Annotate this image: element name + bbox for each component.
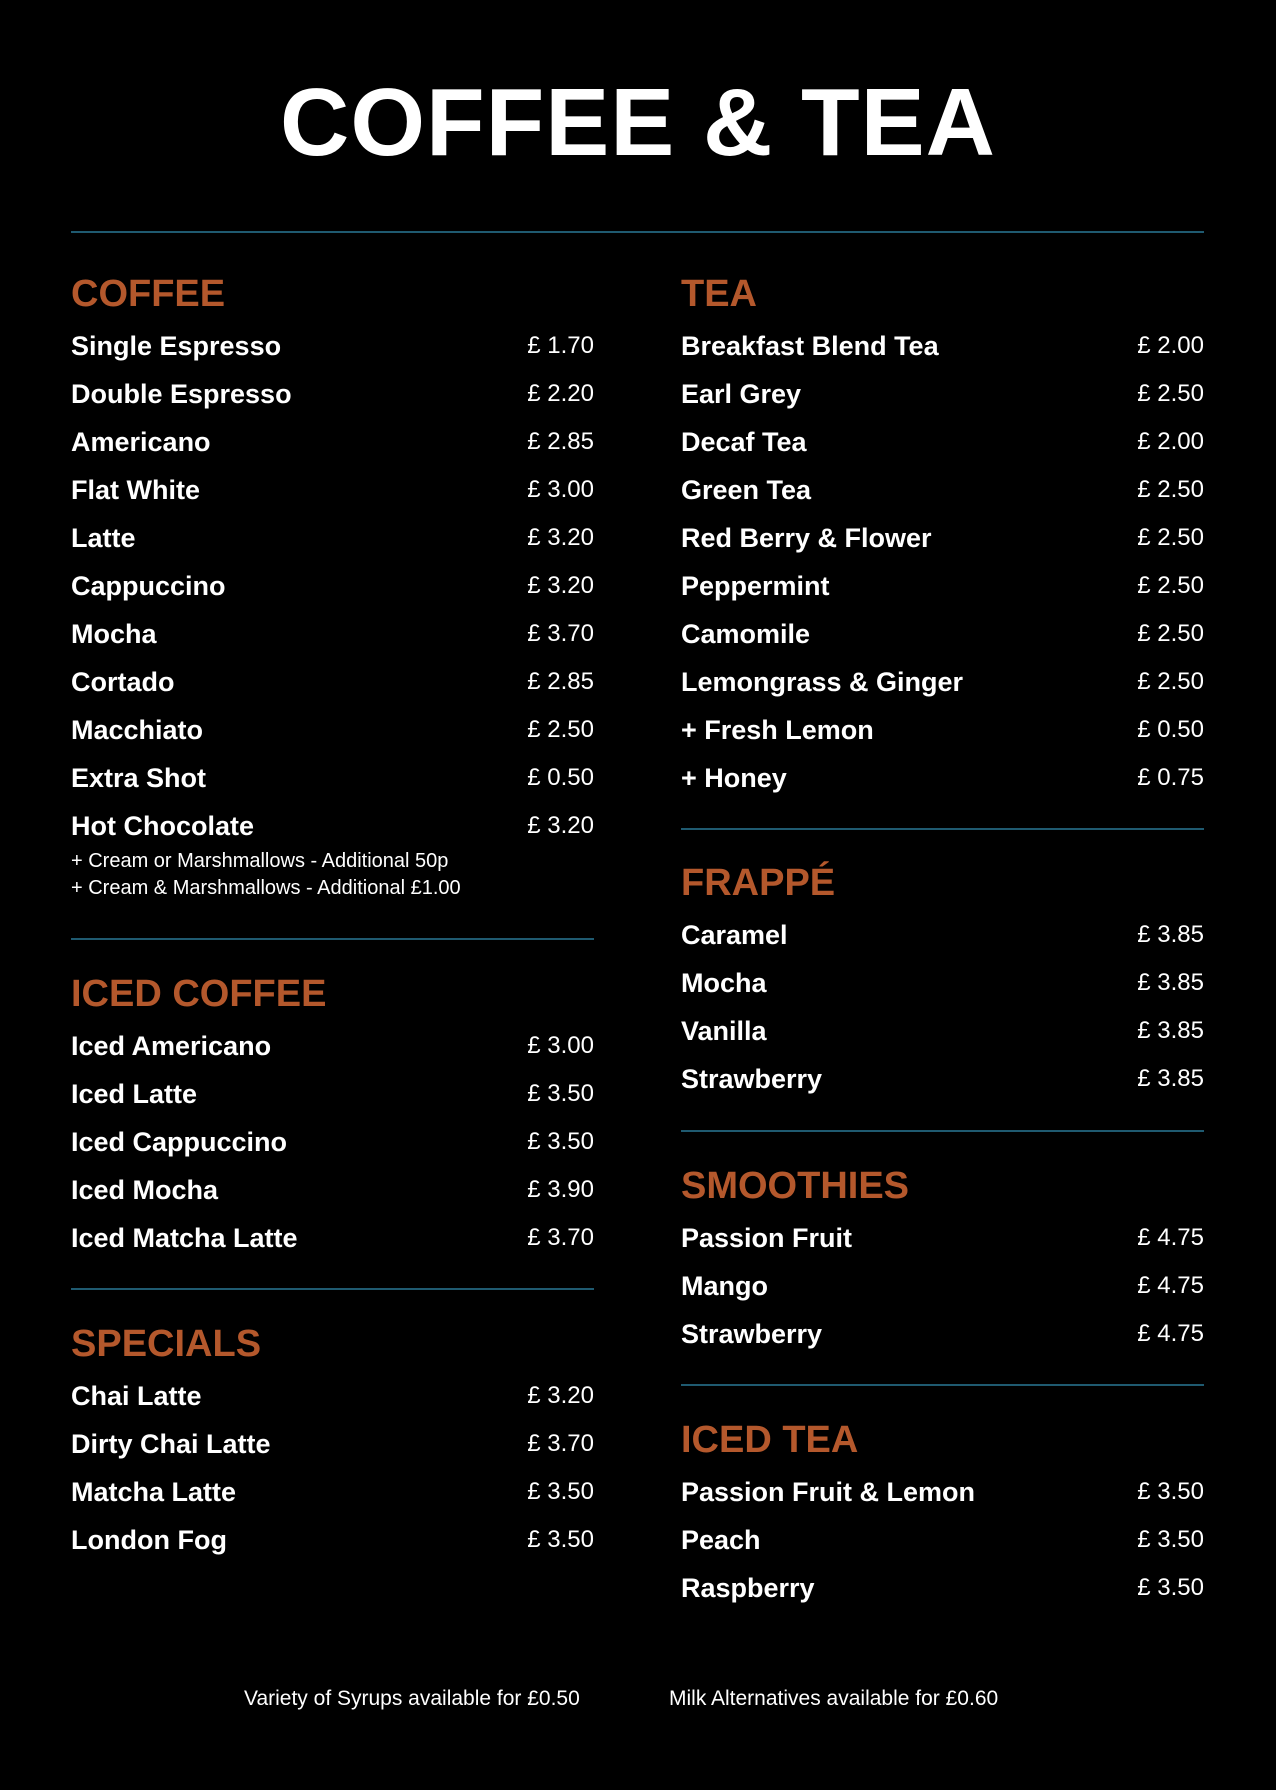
item-price: £ 3.50 [527, 1080, 594, 1107]
section-heading-smoothies: SMOOTHIES [681, 1165, 910, 1207]
item-price: £ 3.90 [527, 1176, 594, 1203]
item-name: Lemongrass & Ginger [681, 667, 964, 697]
section-heading-iced-tea: ICED TEA [681, 1419, 859, 1461]
item-price: £ 3.50 [1137, 1526, 1204, 1553]
item-price: £ 2.50 [1137, 476, 1204, 503]
menu-item [71, 328, 594, 376]
item-name: Breakfast Blend Tea [681, 331, 939, 361]
menu-item [681, 1570, 1204, 1618]
menu-item [681, 1522, 1204, 1570]
item-price: £ 2.50 [1137, 620, 1204, 647]
item-name: Cortado [71, 667, 175, 697]
menu-item [681, 472, 1204, 520]
item-name: Peppermint [681, 571, 830, 601]
menu-item [71, 1378, 594, 1426]
item-price: £ 3.70 [527, 1224, 594, 1251]
item-price: £ 3.85 [1137, 1065, 1204, 1092]
item-price: £ 3.00 [527, 1032, 594, 1059]
menu-item [71, 760, 594, 808]
section-divider [71, 1288, 594, 1290]
menu-item [681, 1268, 1204, 1316]
menu-item [71, 1124, 594, 1172]
item-name: Mocha [681, 968, 767, 998]
item-name: Chai Latte [71, 1381, 202, 1411]
iced-coffee-list [71, 1028, 594, 1268]
specials-list [71, 1378, 594, 1570]
right-column [681, 0, 1204, 1790]
item-price: £ 2.50 [527, 716, 594, 743]
tea-list [681, 328, 1204, 808]
menu-item [71, 1426, 594, 1474]
item-name: Caramel [681, 920, 788, 950]
menu-item [71, 1474, 594, 1522]
item-price: £ 3.00 [527, 476, 594, 503]
item-name: Double Espresso [71, 379, 292, 409]
coffee-note: + Cream & Marshmallows - Additional £1.00 [71, 877, 461, 899]
item-price: £ 2.50 [1137, 572, 1204, 599]
item-name: Matcha Latte [71, 1477, 237, 1507]
item-price: £ 3.50 [1137, 1478, 1204, 1505]
menu-item [71, 520, 594, 568]
item-price: £ 3.70 [527, 620, 594, 647]
item-price: £ 3.50 [527, 1478, 594, 1505]
smoothies-list [681, 1220, 1204, 1364]
item-price: £ 2.20 [527, 380, 594, 407]
item-price: £ 4.75 [1137, 1272, 1204, 1299]
menu-item [71, 1522, 594, 1570]
item-name: Iced Mocha [71, 1175, 219, 1205]
item-name: Green Tea [681, 475, 812, 505]
item-name: Extra Shot [71, 763, 207, 793]
menu-item [681, 1220, 1204, 1268]
item-price: £ 2.50 [1137, 380, 1204, 407]
item-price: £ 3.85 [1137, 1017, 1204, 1044]
item-name: Mocha [71, 619, 157, 649]
menu-item [71, 1028, 594, 1076]
item-price: £ 3.20 [527, 1382, 594, 1409]
item-price: £ 2.85 [527, 668, 594, 695]
item-price: £ 3.20 [527, 812, 594, 839]
item-price: £ 3.20 [527, 572, 594, 599]
menu-item [71, 376, 594, 424]
item-price: £ 2.50 [1137, 524, 1204, 551]
item-name: Camomile [681, 619, 811, 649]
item-name: Vanilla [681, 1016, 767, 1046]
item-name: London Fog [71, 1525, 227, 1555]
item-name: Iced Americano [71, 1031, 272, 1061]
left-column [71, 0, 594, 1790]
item-name: Americano [71, 427, 211, 457]
menu-item [71, 424, 594, 472]
item-price: £ 3.50 [1137, 1574, 1204, 1601]
section-divider [681, 1130, 1204, 1132]
menu-item [71, 664, 594, 712]
item-name: Iced Matcha Latte [71, 1223, 298, 1253]
menu-item [71, 1172, 594, 1220]
menu-item [681, 760, 1204, 808]
menu-item [681, 568, 1204, 616]
section-heading-specials: SPECIALS [71, 1323, 262, 1365]
item-name: Iced Latte [71, 1079, 198, 1109]
section-heading-tea: TEA [681, 273, 757, 315]
item-name: Decaf Tea [681, 427, 807, 457]
menu-item [681, 1013, 1204, 1061]
menu-item [681, 520, 1204, 568]
section-divider [681, 828, 1204, 830]
section-divider [681, 1384, 1204, 1386]
item-price: £ 3.70 [527, 1430, 594, 1457]
item-price: £ 0.50 [1137, 716, 1204, 743]
item-price: £ 3.50 [527, 1526, 594, 1553]
menu-item [681, 712, 1204, 760]
item-price: £ 2.00 [1137, 332, 1204, 359]
item-price: £ 2.50 [1137, 668, 1204, 695]
menu-item [681, 616, 1204, 664]
menu-item [681, 328, 1204, 376]
item-name: Passion Fruit & Lemon [681, 1477, 976, 1507]
item-price: £ 4.75 [1137, 1224, 1204, 1251]
iced-tea-list [681, 1474, 1204, 1618]
item-name: Peach [681, 1525, 761, 1555]
item-name: Strawberry [681, 1319, 823, 1349]
item-price: £ 1.70 [527, 332, 594, 359]
frappe-list [681, 917, 1204, 1109]
menu-item [681, 1316, 1204, 1364]
item-price: £ 4.75 [1137, 1320, 1204, 1347]
section-heading-iced-coffee: ICED COFFEE [71, 973, 327, 1015]
item-price: £ 0.75 [1137, 764, 1204, 791]
section-heading-coffee: COFFEE [71, 273, 226, 315]
page-title: COFFEE & TEA [279, 69, 996, 176]
item-name: Strawberry [681, 1064, 823, 1094]
item-name: Dirty Chai Latte [71, 1429, 271, 1459]
item-name: Raspberry [681, 1573, 815, 1603]
item-price: £ 3.20 [527, 524, 594, 551]
section-heading-frappe: FRAPPÉ [681, 862, 836, 904]
menu-item [71, 808, 594, 848]
menu-item [71, 712, 594, 760]
coffee-note: + Cream or Marshmallows - Additional 50p [71, 850, 449, 872]
menu-item [681, 376, 1204, 424]
item-name: + Honey [681, 763, 787, 793]
item-price: £ 0.50 [527, 764, 594, 791]
item-name: Flat White [71, 475, 200, 505]
item-name: Mango [681, 1271, 768, 1301]
item-name: Single Espresso [71, 331, 282, 361]
menu-item [681, 1474, 1204, 1522]
item-price: £ 3.85 [1137, 969, 1204, 996]
menu-item [71, 1220, 594, 1268]
footer-syrups-note: Variety of Syrups available for £0.50 [244, 1687, 580, 1710]
item-name: Macchiato [71, 715, 204, 745]
item-name: Latte [71, 523, 136, 553]
menu-item [681, 1061, 1204, 1109]
item-price: £ 2.00 [1137, 428, 1204, 455]
item-name: Hot Chocolate [71, 811, 255, 841]
item-name: Passion Fruit [681, 1223, 853, 1253]
menu-item [681, 424, 1204, 472]
menu-item [71, 1076, 594, 1124]
menu-item [681, 664, 1204, 712]
item-name: + Fresh Lemon [681, 715, 874, 745]
footer-milk-note: Milk Alternatives available for £0.60 [669, 1687, 999, 1710]
item-price: £ 2.85 [527, 428, 594, 455]
menu-item [71, 616, 594, 664]
menu-item [71, 568, 594, 616]
coffee-list [71, 328, 594, 902]
item-price: £ 3.85 [1137, 921, 1204, 948]
section-divider [71, 938, 594, 940]
item-name: Cappuccino [71, 571, 226, 601]
menu-item [681, 917, 1204, 965]
menu-item [71, 472, 594, 520]
item-name: Earl Grey [681, 379, 802, 409]
item-name: Red Berry & Flower [681, 523, 932, 553]
menu-item [681, 965, 1204, 1013]
item-price: £ 3.50 [527, 1128, 594, 1155]
item-name: Iced Cappuccino [71, 1127, 288, 1157]
